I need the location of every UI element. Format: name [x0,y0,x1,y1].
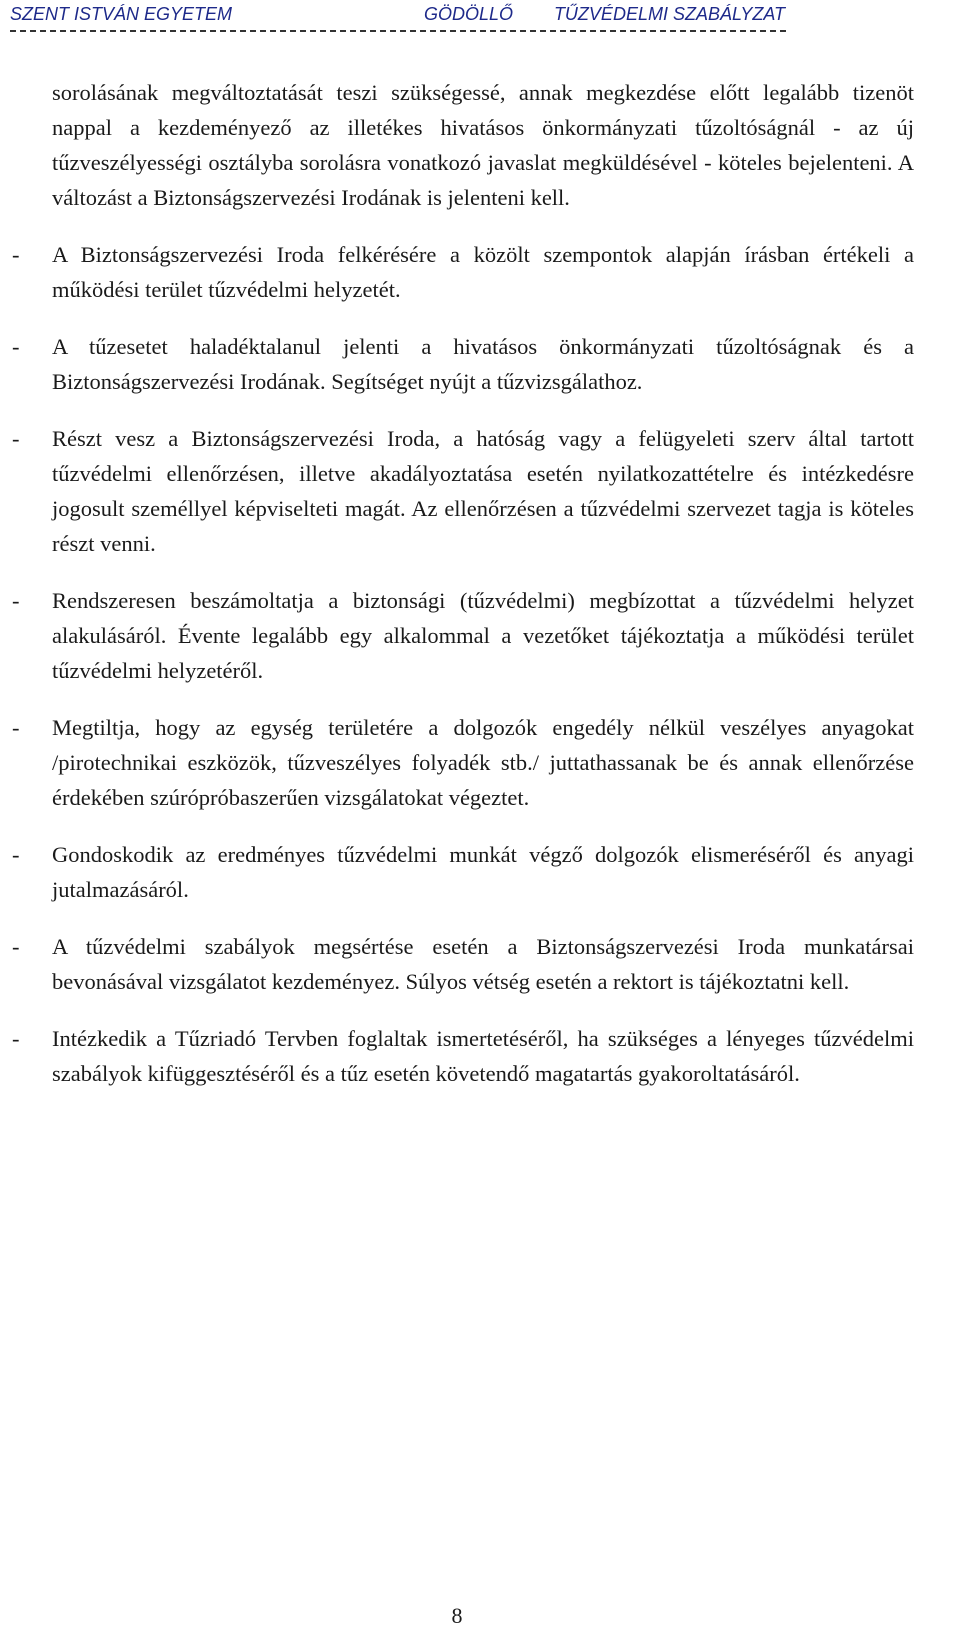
list-dash: - [12,934,20,959]
intro-paragraph: sorolásának megváltoztatását teszi szükségessé, annak megkezdése előtt legalább tizenöt nappal a kezdeményező az illetékes hivatásos önkormányzati tűzoltóságnál - az új tűzveszélyességi osztályba sorolásra vonatkozó javaslat megküldésével - köteles bejelenteni. A változást a Biztonságszervezési Irodának is jelenteni kell. [52,80,914,210]
list-dash: - [12,426,20,451]
list-item-text: Intézkedik a Tűzriadó Tervben foglaltak ismertetéséről, ha szükséges a lényeges tűzvédelmi szabályok kifüggesztéséről és a tűz esetén követendő magatartás gyakoroltatásáról. [52,1026,914,1086]
list-item-text: A tűzvédelmi szabályok megsértése esetén a Biztonságszervezési Iroda munkatársai bevonásával vizsgálatot kezdeményez. Súlyos vétség esetén a rektort is tájékoztatni kell. [52,934,914,994]
list-item [12,837,914,907]
list-item [12,929,914,999]
header-divider [10,30,786,32]
page-number: 8 [451,1603,463,1628]
list-dash: - [12,588,20,613]
list-item [12,583,914,688]
list-item [12,1021,914,1091]
page-header [10,4,785,30]
list-item [12,237,914,307]
list-item [12,329,914,399]
list-item-text: Részt vesz a Biztonságszervezési Iroda, a hatóság vagy a felügyeleti szerv által tartott tűzvédelmi ellenőrzésen, illetve akadályoztatása esetén nyilatkozattételre és intézkedésre jogosult személlyel képviselteti magát. Az ellenőrzésen a tűzvédelmi szervezet tagja is köteles részt venni. [52,426,914,556]
header-document-title: TŰZVÉDELMI SZABÁLYZAT [553,4,785,24]
list-item [12,421,914,561]
list-item-text: A Biztonságszervezési Iroda felkérésére a közölt szempontok alapján írásban értékeli a működési terület tűzvédelmi helyzetét. [52,242,914,302]
header-city: GÖDÖLLŐ [424,4,514,24]
list-item-text: Rendszeresen beszámoltatja a biztonsági (tűzvédelmi) megbízottat a tűzvédelmi helyzet alakulásáról. Évente legalább egy alkalommal a vezetőket tájékoztatja a működési terület tűzvédelmi helyzetéről. [52,588,914,683]
list-dash: - [12,242,20,267]
document-body [12,75,914,1091]
list-item-text: Megtiltja, hogy az egység területére a dolgozók engedély nélkül veszélyes anyagokat /pirotechnikai eszközök, tűzveszélyes folyadék stb./ juttathassanak be és annak ellenőrzése érdekében szúrópróbaszerűen vizsgálatokat végeztet. [52,715,914,810]
header-institution: SZENT ISTVÁN EGYETEM [10,4,233,24]
list-dash: - [12,842,20,867]
list-item-text: Gondoskodik az eredményes tűzvédelmi munkát végző dolgozók elismeréséről és anyagi jutalmazásáról. [52,842,914,902]
list-dash: - [12,1026,20,1051]
list-dash: - [12,334,20,359]
list-item-text: A tűzesetet haladéktalanul jelenti a hivatásos önkormányzati tűzoltóságnak és a Biztonságszervezési Irodának. Segítséget nyújt a tűzvizsgálathoz. [52,334,914,394]
list-dash: - [12,715,20,740]
list-item [12,710,914,815]
